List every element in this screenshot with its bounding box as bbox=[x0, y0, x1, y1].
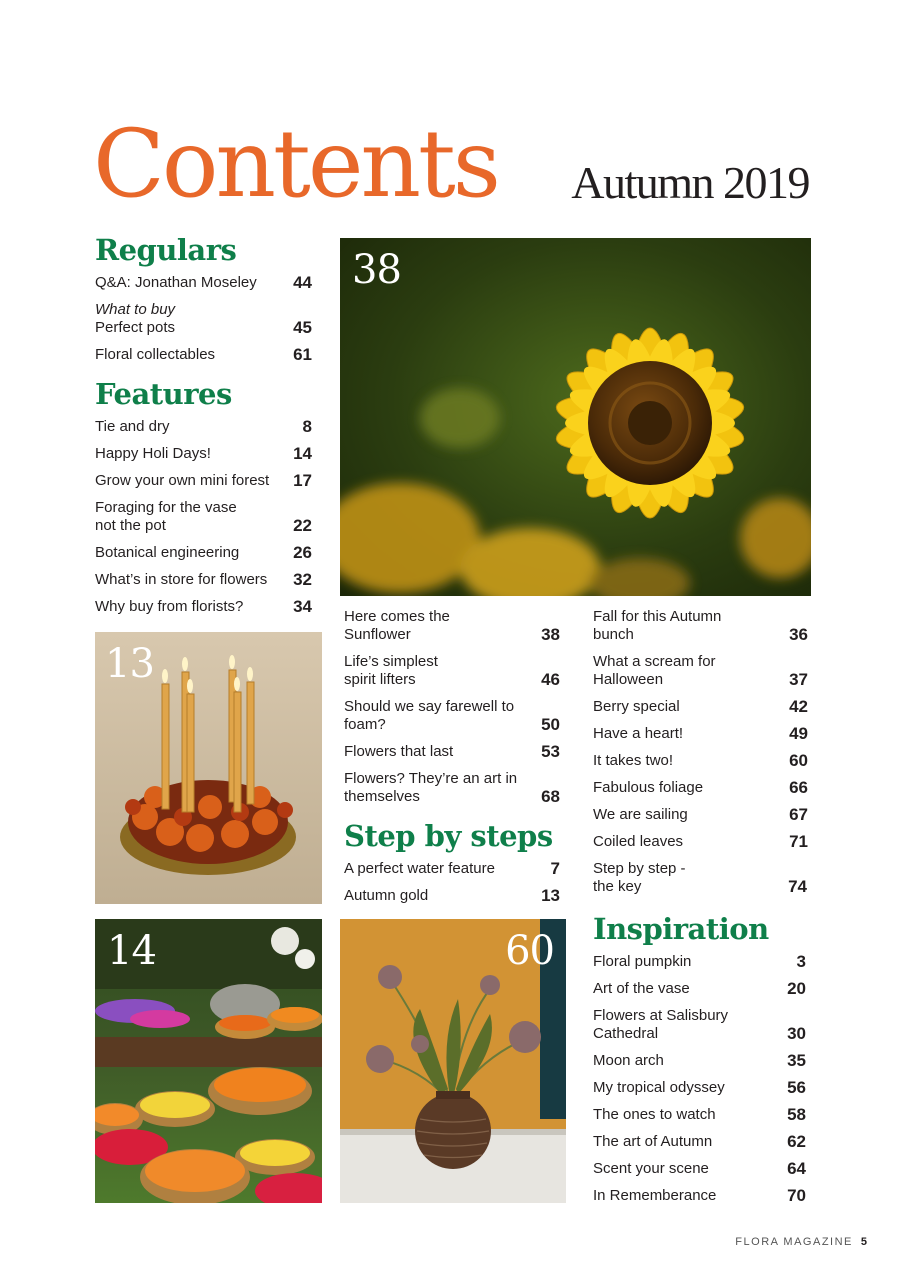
candle-arrangement-photo[interactable] bbox=[95, 632, 322, 904]
item-page: 7 bbox=[550, 859, 560, 878]
list-item[interactable] bbox=[344, 608, 560, 644]
list-item[interactable] bbox=[344, 743, 560, 761]
list-item[interactable] bbox=[593, 653, 808, 689]
item-page: 32 bbox=[293, 570, 312, 589]
photo-page-number: 38 bbox=[352, 247, 401, 293]
item-title: Coiled leaves bbox=[593, 833, 684, 850]
list-item[interactable] bbox=[593, 698, 808, 716]
item-title: Floral collectables bbox=[95, 346, 216, 363]
list-item[interactable] bbox=[344, 860, 560, 878]
item-title: What’s in store for flowers bbox=[95, 571, 268, 588]
list-item[interactable] bbox=[95, 418, 312, 436]
item-page: 13 bbox=[541, 886, 560, 905]
list-item[interactable] bbox=[95, 571, 312, 589]
item-page: 50 bbox=[541, 715, 560, 734]
item-page: 14 bbox=[293, 444, 312, 463]
item-title: What a scream for Halloween bbox=[593, 653, 716, 688]
list-item[interactable] bbox=[593, 953, 806, 971]
item-page: 26 bbox=[293, 543, 312, 562]
sunflower-image bbox=[340, 238, 811, 596]
item-title: Berry special bbox=[593, 698, 680, 715]
item-title: The ones to watch bbox=[593, 1106, 716, 1123]
photo-page-number: 13 bbox=[105, 641, 154, 687]
item-page: 58 bbox=[787, 1105, 806, 1124]
list-item[interactable] bbox=[95, 598, 312, 616]
page-title: Contents bbox=[93, 110, 499, 219]
list-item[interactable] bbox=[344, 698, 560, 734]
vase-arrangement-photo[interactable] bbox=[340, 919, 566, 1203]
inspiration-heading: Inspiration bbox=[593, 912, 769, 946]
item-page: 46 bbox=[541, 670, 560, 689]
item-page: 45 bbox=[293, 318, 312, 337]
item-page: 37 bbox=[789, 670, 808, 689]
item-page: 62 bbox=[787, 1132, 806, 1151]
list-item[interactable] bbox=[95, 472, 312, 490]
inspiration-list bbox=[593, 953, 806, 1205]
features-right-list bbox=[593, 608, 808, 896]
item-title: Should we say farewell to foam? bbox=[344, 698, 515, 733]
item-title: Have a heart! bbox=[593, 725, 684, 742]
item-title: Step by step - the key bbox=[593, 860, 686, 895]
item-title: Tie and dry bbox=[95, 418, 170, 435]
list-item[interactable] bbox=[344, 770, 560, 806]
item-page: 60 bbox=[789, 751, 808, 770]
step-by-steps-list bbox=[344, 860, 560, 905]
photo-page-number: 60 bbox=[505, 928, 554, 974]
sunflower-photo[interactable] bbox=[340, 238, 811, 596]
item-page: 38 bbox=[541, 625, 560, 644]
photo-page-number: 14 bbox=[107, 928, 156, 974]
item-title: Flowers that last bbox=[344, 743, 454, 760]
list-item[interactable] bbox=[344, 653, 560, 689]
issue-label: Autumn 2019 bbox=[571, 157, 809, 208]
item-title: Fall for this Autumn bunch bbox=[593, 608, 722, 643]
item-title: Foraging for the vase not the pot bbox=[95, 499, 237, 534]
item-page: 8 bbox=[302, 417, 312, 436]
item-title: Here comes the Sunflower bbox=[344, 608, 450, 643]
item-title: A perfect water feature bbox=[344, 860, 495, 877]
item-title: Fabulous foliage bbox=[593, 779, 704, 796]
item-title: The art of Autumn bbox=[593, 1133, 713, 1150]
list-item[interactable] bbox=[95, 499, 312, 535]
list-item[interactable] bbox=[593, 1133, 806, 1151]
item-kicker: What to buy bbox=[95, 301, 176, 318]
item-page: 61 bbox=[293, 345, 312, 364]
item-title: Happy Holi Days! bbox=[95, 445, 211, 462]
magazine-name: FLORA MAGAZINE bbox=[735, 1236, 853, 1248]
features-mid-list bbox=[344, 608, 560, 806]
list-item[interactable] bbox=[95, 346, 312, 364]
item-title: Flowers at Salisbury Cathedral bbox=[593, 1007, 729, 1042]
item-page: 20 bbox=[787, 979, 806, 998]
list-item[interactable] bbox=[593, 1187, 806, 1205]
item-title: Scent your scene bbox=[593, 1160, 709, 1177]
item-page: 53 bbox=[541, 742, 560, 761]
item-page: 3 bbox=[796, 952, 806, 971]
list-item[interactable] bbox=[95, 445, 312, 463]
item-title: Autumn gold bbox=[344, 887, 429, 904]
list-item[interactable] bbox=[593, 1160, 806, 1178]
holi-colors-photo[interactable] bbox=[95, 919, 322, 1203]
list-item[interactable] bbox=[593, 1106, 806, 1124]
list-item[interactable] bbox=[95, 274, 312, 292]
item-page: 35 bbox=[787, 1051, 806, 1070]
item-title: Life’s simplest spirit lifters bbox=[344, 653, 438, 688]
regulars-heading: Regulars bbox=[95, 233, 237, 267]
item-title: Art of the vase bbox=[593, 980, 690, 997]
list-item[interactable] bbox=[593, 1007, 806, 1043]
list-item[interactable] bbox=[344, 887, 560, 905]
item-page: 64 bbox=[787, 1159, 806, 1178]
item-title: Why buy from florists? bbox=[95, 598, 244, 615]
item-title: Grow your own mini forest bbox=[95, 472, 270, 489]
item-title: We are sailing bbox=[593, 806, 688, 823]
item-title: Perfect pots bbox=[95, 319, 176, 336]
list-item[interactable] bbox=[593, 833, 808, 851]
features-list bbox=[95, 418, 312, 616]
item-page: 36 bbox=[789, 625, 808, 644]
list-item[interactable] bbox=[593, 752, 808, 770]
list-item[interactable] bbox=[593, 1052, 806, 1070]
step-by-steps-heading: Step by steps bbox=[344, 819, 553, 853]
item-page: 56 bbox=[787, 1078, 806, 1097]
list-item[interactable] bbox=[593, 725, 808, 743]
item-title: My tropical odyssey bbox=[593, 1079, 725, 1096]
item-page: 34 bbox=[293, 597, 312, 616]
item-title: Botanical engineering bbox=[95, 544, 240, 561]
item-title: Q&A: Jonathan Moseley bbox=[95, 274, 257, 291]
list-item[interactable] bbox=[593, 860, 807, 896]
list-item[interactable] bbox=[593, 608, 808, 644]
list-item[interactable] bbox=[95, 544, 312, 562]
page-footer bbox=[735, 1236, 867, 1248]
list-item[interactable] bbox=[95, 301, 312, 337]
item-title: Floral pumpkin bbox=[593, 953, 692, 970]
item-title: It takes two! bbox=[593, 752, 674, 769]
list-item[interactable] bbox=[593, 806, 808, 824]
item-title: Moon arch bbox=[593, 1052, 664, 1069]
item-title: In Rememberance bbox=[593, 1187, 717, 1204]
item-page: 74 bbox=[788, 877, 807, 896]
item-page: 49 bbox=[789, 724, 808, 743]
item-page: 30 bbox=[787, 1024, 806, 1043]
item-page: 68 bbox=[541, 787, 560, 806]
features-heading: Features bbox=[95, 377, 232, 411]
regulars-list bbox=[95, 274, 312, 364]
page-number: 5 bbox=[860, 1236, 867, 1248]
item-page: 66 bbox=[789, 778, 808, 797]
list-item[interactable] bbox=[593, 980, 806, 998]
list-item[interactable] bbox=[593, 779, 808, 797]
item-page: 70 bbox=[787, 1186, 806, 1205]
item-page: 42 bbox=[789, 697, 808, 716]
item-page: 71 bbox=[789, 832, 808, 851]
item-page: 22 bbox=[293, 516, 312, 535]
item-page: 17 bbox=[293, 471, 312, 490]
item-title: Flowers? They’re an art in themselves bbox=[344, 770, 518, 805]
item-page: 67 bbox=[789, 805, 808, 824]
item-page: 44 bbox=[293, 273, 312, 292]
list-item[interactable] bbox=[593, 1079, 806, 1097]
